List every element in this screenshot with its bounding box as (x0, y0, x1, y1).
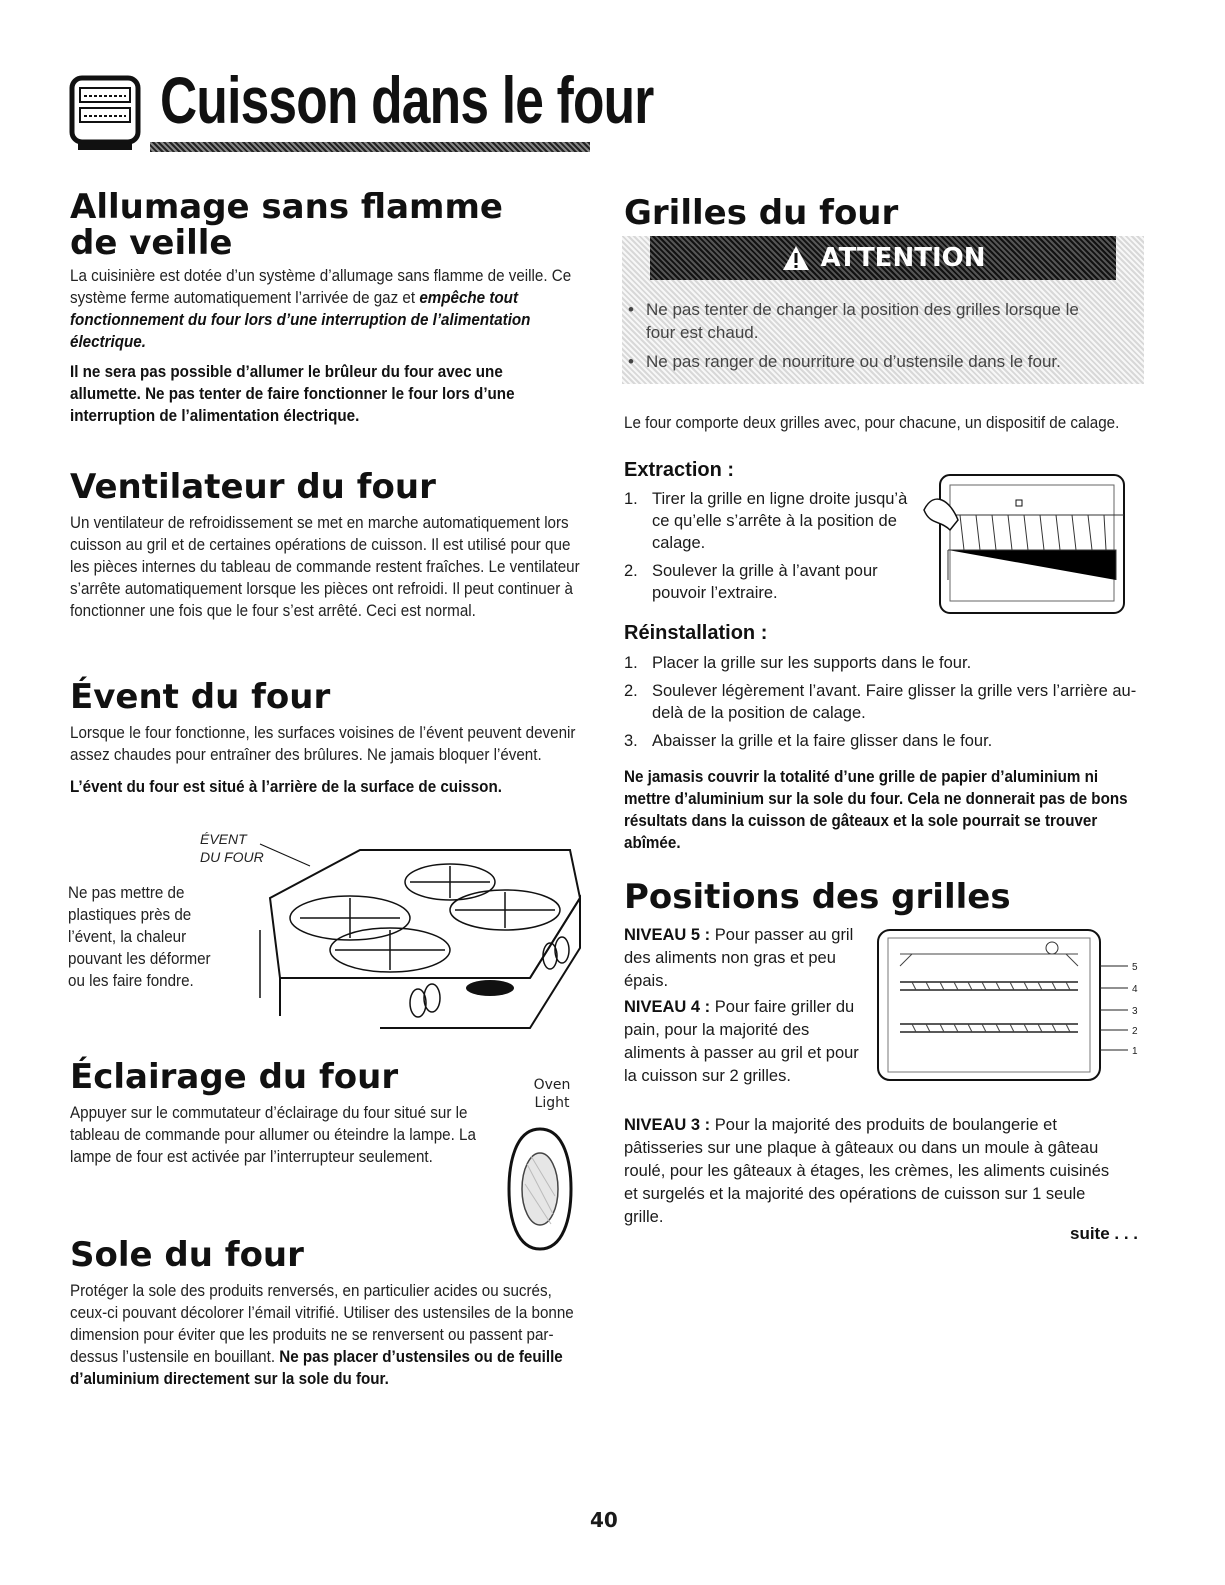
step-text: Soulever légèrement l’avant. Faire glisser la grille vers l’arrière au-delà de la position de calage. (652, 682, 1137, 722)
step-number: 1. (624, 654, 638, 672)
oven-light-switch-icon (505, 1124, 575, 1254)
section-event (70, 677, 590, 798)
allumage-title: Allumage sans flamme de veille (70, 187, 503, 263)
sole-p1-bold: Ne pas placer d’ustensiles ou de feuille d’aluminium directement sur la sole du four. (70, 1347, 563, 1388)
section-ventilateur (70, 467, 590, 622)
rack-positions-illustration (872, 926, 1152, 1086)
sole-paragraph (70, 1280, 585, 1390)
attention-label: ATTENTION (820, 243, 986, 273)
sole-p1: Protéger la sole des produits renversés, en particulier acides ou sucrés, ceux-ci pouvant décolorer l’émail vitrifié. Utiliser des ustensiles de la bonne dimension pour éviter que les produits ne se renversent ou passent par-dessus l’ustensile en bouillant. (70, 1281, 574, 1366)
niveau-3 (624, 1114, 1124, 1229)
niveau-4-text: Pour faire griller du pain, pour la majorité des aliments à passer au gril et pour la cuisson sur 2 grilles. (624, 998, 859, 1085)
allumage-p2: Il ne sera pas possible d’allumer le brûleur du four avec une allumette. Ne pas tenter de faire fonctionner le four lors d’une interruption de l’alimentation électrique. (70, 363, 515, 426)
grilles-warning: Ne jamasis couvrir la totalité d’une grille de papier d’aluminium ni mettre d’aluminium sur la sole du four. Cela ne donnerait pas de bons résultats dans la cuisson de gâteaux et la sole pourrait se trouver abîmée. (624, 768, 1128, 852)
extraction-list (624, 488, 924, 610)
title-rule (150, 142, 590, 152)
extraction-step-1 (624, 488, 924, 554)
step-text: Abaisser la grille et la faire glisser dans le four. (652, 732, 993, 750)
reinstallation-step-3 (624, 730, 1144, 752)
level-label-5: 5 (1132, 962, 1138, 973)
attention-bar (650, 236, 1116, 280)
header-oven-icon (68, 74, 148, 154)
rack-extraction-illustration (920, 470, 1132, 620)
event-p2: L’évent du four est situé à l’arrière de la surface de cuisson. (70, 777, 502, 796)
ventilateur-title: Ventilateur du four (70, 467, 436, 507)
allumage-p1: La cuisinière est dotée d’un système d’allumage sans flamme de veille. Ce système ferme automatiquement l’arrivée de gaz et (70, 267, 572, 308)
niveau-3-text: Pour la majorité des produits de boulangerie et pâtisseries sur une plaque à gâteaux ou dans un moule à gâteau roulé, pour les gâteaux à étages, les crèmes, les aliments cuisinés et surgelés et la majorité des opérations de cuisson sur 1 seule grille. (624, 1116, 1110, 1226)
niveau-4-label: NIVEAU 4 : (624, 998, 711, 1016)
step-text: Tirer la grille en ligne droite jusqu’à ce qu’elle s’arrête à la position de calage. (652, 490, 908, 552)
reinstallation-title: Réinstallation : (624, 622, 768, 644)
niveau-3-label: NIVEAU 3 : (624, 1116, 711, 1134)
level-label-1: 1 (1132, 1046, 1138, 1057)
niveau-5-text: Pour passer au gril des aliments non gras et peu épais. (624, 926, 854, 990)
attention-text-1: Ne pas tenter de changer la position des grilles lorsque le four est chaud. (646, 300, 1079, 342)
positions-title: Positions des grilles (624, 877, 1011, 917)
bullet-icon: • (628, 300, 634, 319)
allumage-paragraph (70, 265, 576, 353)
oven-light-line1: Oven (533, 1077, 571, 1093)
event-p1: Lorsque le four fonctionne, les surfaces voisines de l’évent peuvent devenir assez chaudes pour entraîner des brûlures. Ne jamais bloquer l’évent. (70, 723, 576, 764)
step-number: 2. (624, 562, 638, 580)
niveau-5-label: NIVEAU 5 : (624, 926, 711, 944)
step-number: 1. (624, 490, 638, 508)
page-title: Cuisson dans le four (160, 63, 654, 137)
section-allumage (70, 187, 590, 427)
oven-light-label (522, 1076, 582, 1112)
warning-icon (781, 244, 811, 272)
level-label-3: 3 (1132, 1006, 1138, 1017)
step-number: 2. (624, 682, 638, 700)
bullet-icon: • (628, 352, 634, 371)
step-text: Placer la grille sur les supports dans le four. (652, 654, 972, 672)
event-label-line2: DU FOUR (200, 849, 264, 865)
reinstallation-step-1 (624, 652, 1144, 674)
reinstallation-step-2 (624, 680, 1144, 724)
step-number: 3. (624, 732, 638, 750)
niveau-4 (624, 996, 864, 1088)
allumage-p1-emph: empêche tout fonctionnement du four lors d’une interruption de l’alimentation électrique. (70, 289, 531, 352)
attention-item-2 (628, 350, 1098, 373)
attention-list (628, 298, 1098, 373)
section-eclairage (70, 1057, 510, 1168)
event-label-line1: ÉVENT (200, 831, 247, 847)
grilles-title: Grilles du four (624, 193, 899, 233)
oven-light-line2: Light (534, 1095, 570, 1111)
grilles-intro: Le four comporte deux grilles avec, pour chacune, un dispositif de calage. (624, 414, 1120, 432)
eclairage-p1: Appuyer sur le commutateur d’éclairage du four situé sur le tableau de commande pour allumer ou éteindre la lampe. La lampe de four est activée par l’interrupteur seulement. (70, 1103, 476, 1166)
attention-text-2: Ne pas ranger de nourriture ou d’ustensile dans le four. (646, 352, 1061, 371)
level-label-4: 4 (1132, 984, 1138, 995)
section-sole (70, 1235, 590, 1390)
step-text: Soulever la grille à l’avant pour pouvoir l’extraire. (652, 562, 878, 602)
cooktop-illustration (240, 838, 590, 1038)
attention-item-1 (628, 298, 1098, 344)
niveau-5 (624, 924, 864, 993)
level-label-2: 2 (1132, 1026, 1138, 1037)
extraction-title: Extraction : (624, 459, 735, 481)
sole-title: Sole du four (70, 1235, 304, 1275)
reinstallation-list (624, 652, 1144, 758)
event-side-text: Ne pas mettre de plastiques près de l’évent, la chaleur pouvant les déformer ou les faire fondre. (68, 884, 211, 990)
page-number: 40 (590, 1508, 618, 1532)
extraction-step-2 (624, 560, 924, 604)
event-title: Évent du four (70, 677, 331, 717)
eclairage-title: Éclairage du four (70, 1057, 399, 1097)
suite-label: suite . . . (1070, 1224, 1139, 1243)
ventilateur-p1: Un ventilateur de refroidissement se met en marche automatiquement lors cuisson au gril et de certaines opérations de cuisson. Il est utilisé pour que les pièces internes du tableau de commande restent fraîches. Le ventilateur s’arrête automatiquement lorsque les pièces ont refroidi. Il peut continuer à fonctionner une fois que le four s’est arrêté. Ceci est normal. (70, 513, 580, 620)
